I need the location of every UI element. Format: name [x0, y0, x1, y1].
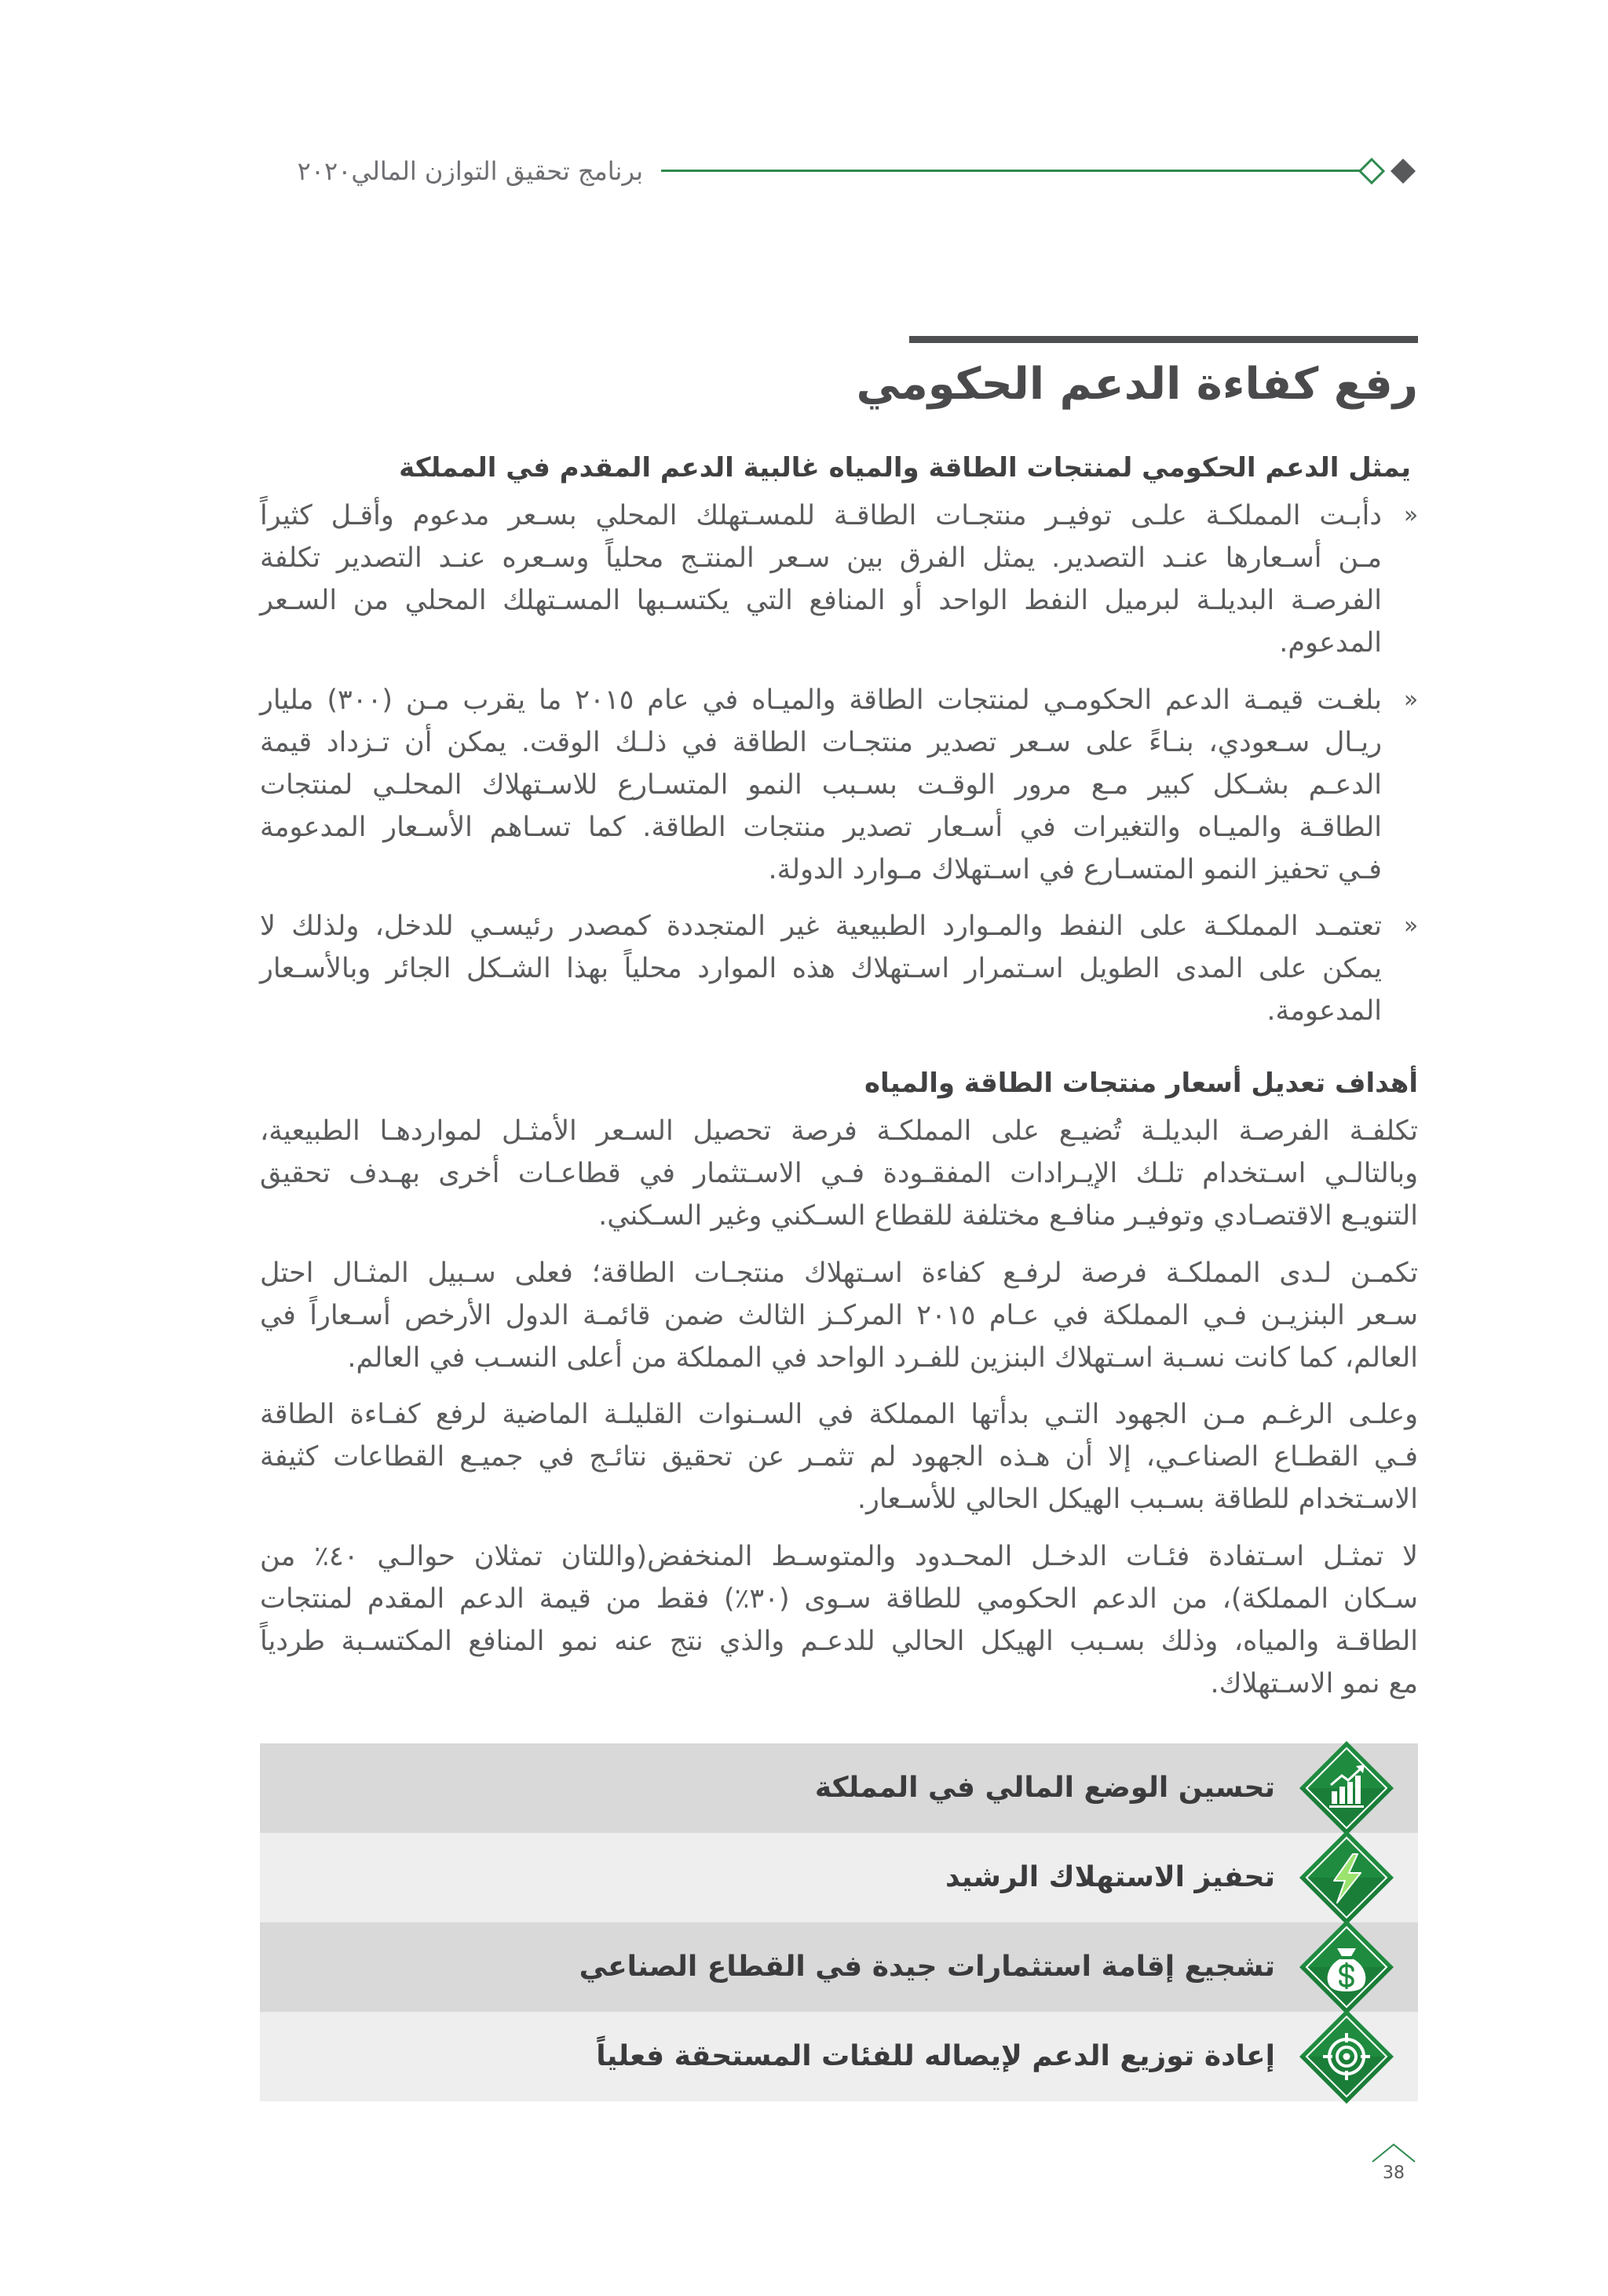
- objectives-heading: أهداف تعديل أسعار منتجات الطاقة والمياه: [864, 1068, 1418, 1099]
- bullet-item: [260, 679, 1418, 891]
- goal-label: إعادة توزيع الدعم لإيصاله للفئات المستحقة فعلياً: [596, 2040, 1275, 2072]
- goal-row: [260, 1922, 1418, 2012]
- paragraph-line: سـكان المملكة)، من الدعم الحكومي للطاقة سـوى (٣٠٪) فقط من قيمة الدعم المقدم لمنتجات: [260, 1583, 1418, 1615]
- goal-row: [260, 1833, 1418, 1922]
- growth-chart-icon: [1298, 1739, 1395, 1837]
- body-paragraph: [260, 1110, 1418, 1237]
- body-paragraph: [260, 1535, 1418, 1705]
- bullet-line: يمكن على المدى الطويل اسـتمرار اسـتهلاك هذه الموارد محلياً بهذا الشـكل الجائر وبالأسـعار: [260, 953, 1382, 984]
- diamond-outline-icon: [1360, 159, 1383, 183]
- paragraph-line: تكلفـة الفرصـة البديلـة تُضيـع على المملكـة فرصة تحصيل السـعر الأمثـل لمواردهـا الطبيعية،: [260, 1115, 1418, 1147]
- lightning-bolt-icon: [1298, 1829, 1395, 1926]
- paragraph-line: تكمـن لـدى المملكـة فرصة لرفـع كفاءة اسـتهلاك منتجـات الطاقة؛ فعلى سـبيل المثـال احتل: [260, 1258, 1418, 1289]
- bullet-text: [260, 905, 1382, 1032]
- bullet-text: [260, 679, 1382, 891]
- bullet-marker: »: [1403, 686, 1419, 714]
- bullet-text: [260, 495, 1382, 664]
- paragraph-line: الطاقـة والمياه، وذلك بسـبب الهيكل الحالي للدعـم والذي نتج عنه نمو المنافع المكتسـبة طردياً: [260, 1626, 1418, 1657]
- bullet-line: الطاقـة والميـاه والتغيرات في أسـعار تصدير منتجات الطاقة. كما تسـاهم الأسـعار المدعومة: [260, 812, 1382, 843]
- section-subheading: يمثل الدعم الحكومي لمنتجات الطاقة والمياه غالبية الدعم المقدم في المملكة: [399, 452, 1411, 484]
- paragraph-line: وعلـى الرغـم مـن الجهود التـي بدأتها المملكة في السـنوات القليلـة الماضية لرفع كفـاءة الطاقة: [260, 1399, 1418, 1430]
- body-paragraph: [260, 1393, 1418, 1520]
- bullet-marker: »: [1403, 502, 1419, 529]
- paragraph-line: فـي القطـاع الصناعـي، إلا أن هـذه الجهود لم تثمـر عن تحقيق نتائـج في جميـع القطاعات كثيفة: [260, 1441, 1418, 1473]
- bullet-line: المدعومة.: [1266, 995, 1382, 1027]
- header-diamonds: [1356, 155, 1422, 187]
- bullet-item: [260, 905, 1418, 1032]
- title-bar: [909, 336, 1418, 343]
- paragraph-line: سـعر البنزيـن فـي المملكة في عـام ٢٠١٥ المركـز الثالث ضمن قائمـة الدول الأرخص أسـعاراً في: [260, 1300, 1418, 1331]
- page-number: 38: [1383, 2163, 1405, 2183]
- body-paragraph: [260, 1252, 1418, 1379]
- bullet-marker: »: [1403, 912, 1419, 940]
- paragraph-line: لا تمثـل اسـتفادة فئـات الدخـل المحـدود والمتوسـط المنخفض(واللتان تمثلان حوالـي ٤٠٪ من: [260, 1541, 1418, 1572]
- money-bag-icon: [1298, 1918, 1395, 2016]
- paragraph-line: التنويـع الاقتصـادي وتوفيـر منافـع مختلفة للقطاع السـكني وغير السـكني.: [598, 1200, 1418, 1232]
- goal-row: [260, 2012, 1418, 2101]
- paragraph-line: مع نمو الاسـتهلاك.: [1210, 1668, 1418, 1699]
- goal-row: [260, 1743, 1418, 1833]
- bullet-line: الدعـم بشـكل كبير مـع مرور الوقـت بسـبب النمو المتسـارع للاسـتهلاك المحلـي لمنتجات: [260, 769, 1382, 801]
- bullet-line: دأبـت المملكـة علـى توفيـر منتجـات الطاقـة للمسـتهلك المحلي بسـعر مدعوم وأقـل كثيراً: [260, 500, 1382, 531]
- bullet-item: [260, 495, 1418, 664]
- paragraph-line: وبالتالـي اسـتخدام تلـك الإيـرادات المفقـودة فـي الاسـتثمار في قطاعـات أخرى بهـدف تحقيق: [260, 1158, 1418, 1189]
- paragraph-line: العالم، كما كانت نسـبة اسـتهلاك البنزين للفـرد الواحد في المملكة من أعلى النسـب في العالم.: [347, 1342, 1418, 1374]
- program-title: برنامج تحقيق التوازن المالي٢٠٢٠: [297, 156, 643, 186]
- target-icon: [1298, 2008, 1395, 2105]
- bullet-line: المدعوم.: [1279, 627, 1382, 659]
- diamond-filled-icon: [1391, 159, 1416, 184]
- bullet-line: الفرصـة البديلـة لبرميل النفط الواحد أو المنافع التي يكتسـبها المسـتهلك المحلي من السـعر: [260, 585, 1382, 616]
- bullet-line: تعتمـد المملكـة على النفط والمـوارد الطبيعية غير المتجددة كمصدر رئيسـي للدخل، ولذلك لا: [260, 911, 1382, 942]
- goal-label: تشجيع إقامة استثمارات جيدة في القطاع الصناعي: [579, 1951, 1275, 1983]
- header-rule: [661, 170, 1361, 172]
- bullet-line: فـي تحفيز النمو المتسـارع في اسـتهلاك مـوارد الدولة.: [768, 854, 1382, 885]
- paragraph-line: الاسـتخدام للطاقة بسـبب الهيكل الحالي للأسـعار.: [857, 1484, 1418, 1515]
- bullet-line: بلغـت قيمـة الدعم الحكومـي لمنتجات الطاقة والميـاه في عام ٢٠١٥ ما يقرب مـن (٣٠٠) مليار: [260, 684, 1383, 716]
- bullet-line: مـن أسـعارها عنـد التصدير. يمثل الفرق بين سـعر المنتـج محلياً وسـعره عنـد التصدير تكلفة: [260, 542, 1382, 574]
- goal-label: تحفيز الاستهلاك الرشيد: [945, 1861, 1275, 1893]
- goal-label: تحسين الوضع المالي في المملكة: [814, 1772, 1275, 1804]
- bullet-line: ريـال سـعودي، بنـاءً على سـعر تصدير منتجـات الطاقة في ذلـك الوقت. يمكن أن تـزداد قيمة: [260, 727, 1382, 758]
- section-title: رفع كفاءة الدعم الحكومي: [856, 359, 1418, 410]
